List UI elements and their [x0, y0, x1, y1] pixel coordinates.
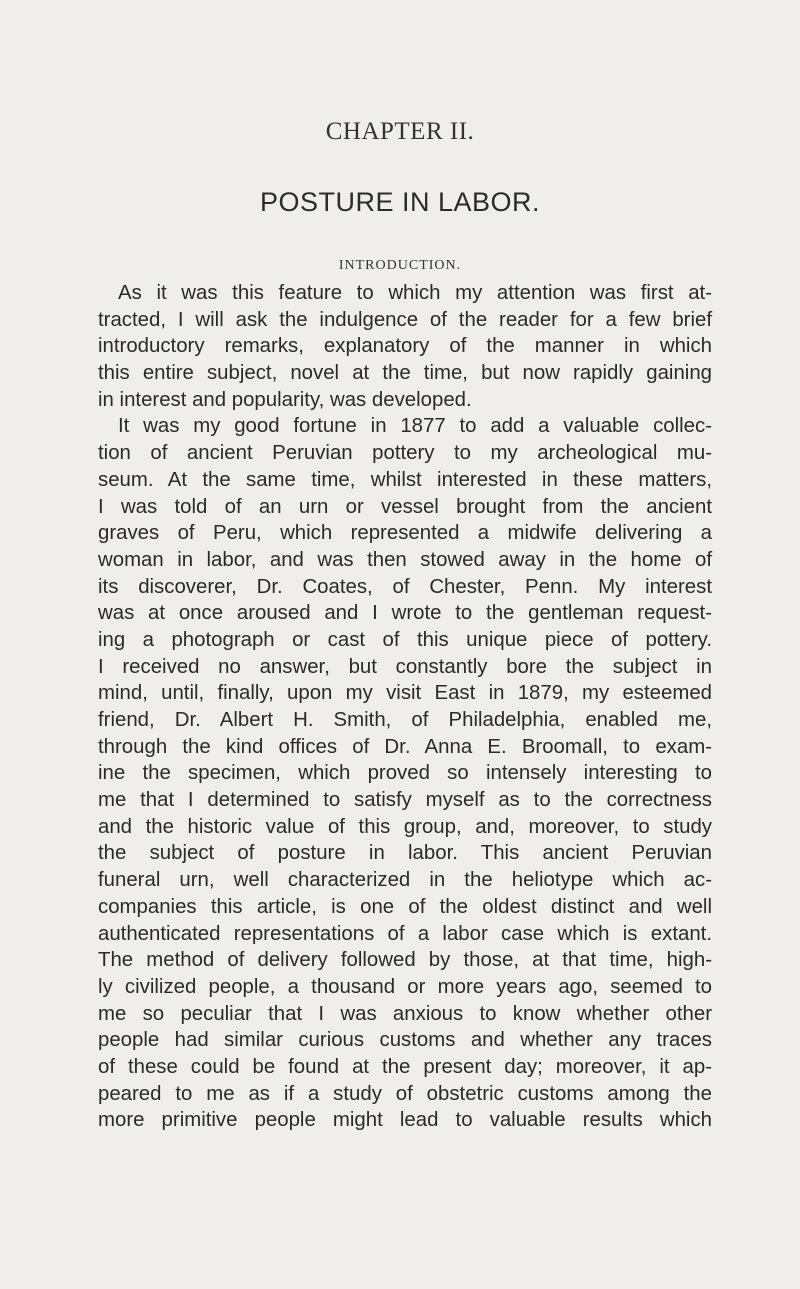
text-line: me so peculiar that I was anxious to know whether other [98, 1002, 712, 1025]
text-line: woman in labor, and was then stowed away in the home of [98, 548, 712, 571]
text-line: people had similar curious customs and whether any traces [98, 1029, 712, 1052]
text-line: I was told of an urn or vessel brought from the ancient [98, 495, 712, 518]
text-line: authenticated representations of a labor case which is extant. [98, 922, 712, 945]
text-line: tracted, I will ask the indulgence of the reader for a few brief [98, 308, 712, 331]
text-line: graves of Peru, which represented a midwife delivering a [98, 522, 712, 545]
text-line: more primitive people might lead to valuable results which [98, 1109, 712, 1132]
text-line: introductory remarks, explanatory of the manner in which [98, 335, 712, 358]
text-line: peared to me as if a study of obstetric customs among the [98, 1082, 712, 1105]
text-line: the subject of posture in labor. This ancient Peruvian [98, 842, 712, 865]
text-line: ly civilized people, a thousand or more years ago, seemed to [98, 975, 712, 998]
text-line: mind, until, finally, upon my visit East in 1879, my esteemed [98, 682, 712, 705]
text-line: tion of ancient Peruvian pottery to my archeological mu- [98, 442, 712, 465]
body-text [98, 280, 712, 1134]
text-line: through the kind offices of Dr. Anna E. Broomall, to exam- [98, 735, 712, 758]
text-line: of these could be found at the present day; moreover, it ap- [98, 1055, 712, 1078]
text-line: It was my good fortune in 1877 to add a valuable collec- [118, 415, 712, 438]
text-line: companies this article, is one of the oldest distinct and well [98, 895, 712, 918]
text-line: this entire subject, novel at the time, but now rapidly gaining [98, 362, 712, 385]
chapter-heading: CHAPTER II. [325, 118, 475, 145]
text-line: in interest and popularity, was developed. [98, 388, 472, 411]
text-line: ing a photograph or cast of this unique piece of pottery. [98, 628, 712, 651]
text-line: was at once aroused and I wrote to the gentleman request- [98, 602, 712, 625]
text-line: and the historic value of this group, and, moreover, to study [98, 815, 712, 838]
text-line: funeral urn, well characterized in the heliotype which ac- [98, 869, 712, 892]
text-line: seum. At the same time, whilst interested in these matters, [98, 468, 712, 491]
text-line: its discoverer, Dr. Coates, of Chester, Penn. My interest [98, 575, 712, 598]
text-line: I received no answer, but constantly bore the subject in [98, 655, 712, 678]
text-line: As it was this feature to which my attention was first at- [118, 282, 712, 304]
page-title: POSTURE IN LABOR. [259, 187, 541, 217]
text-line: The method of delivery followed by those, at that time, high- [98, 949, 712, 972]
text-line: me that I determined to satisfy myself as to the correctness [98, 789, 712, 812]
text-line: ine the specimen, which proved so intensely interesting to [98, 762, 712, 785]
section-heading: INTRODUCTION. [338, 258, 462, 273]
text-line: friend, Dr. Albert H. Smith, of Philadelphia, enabled me, [98, 709, 712, 731]
